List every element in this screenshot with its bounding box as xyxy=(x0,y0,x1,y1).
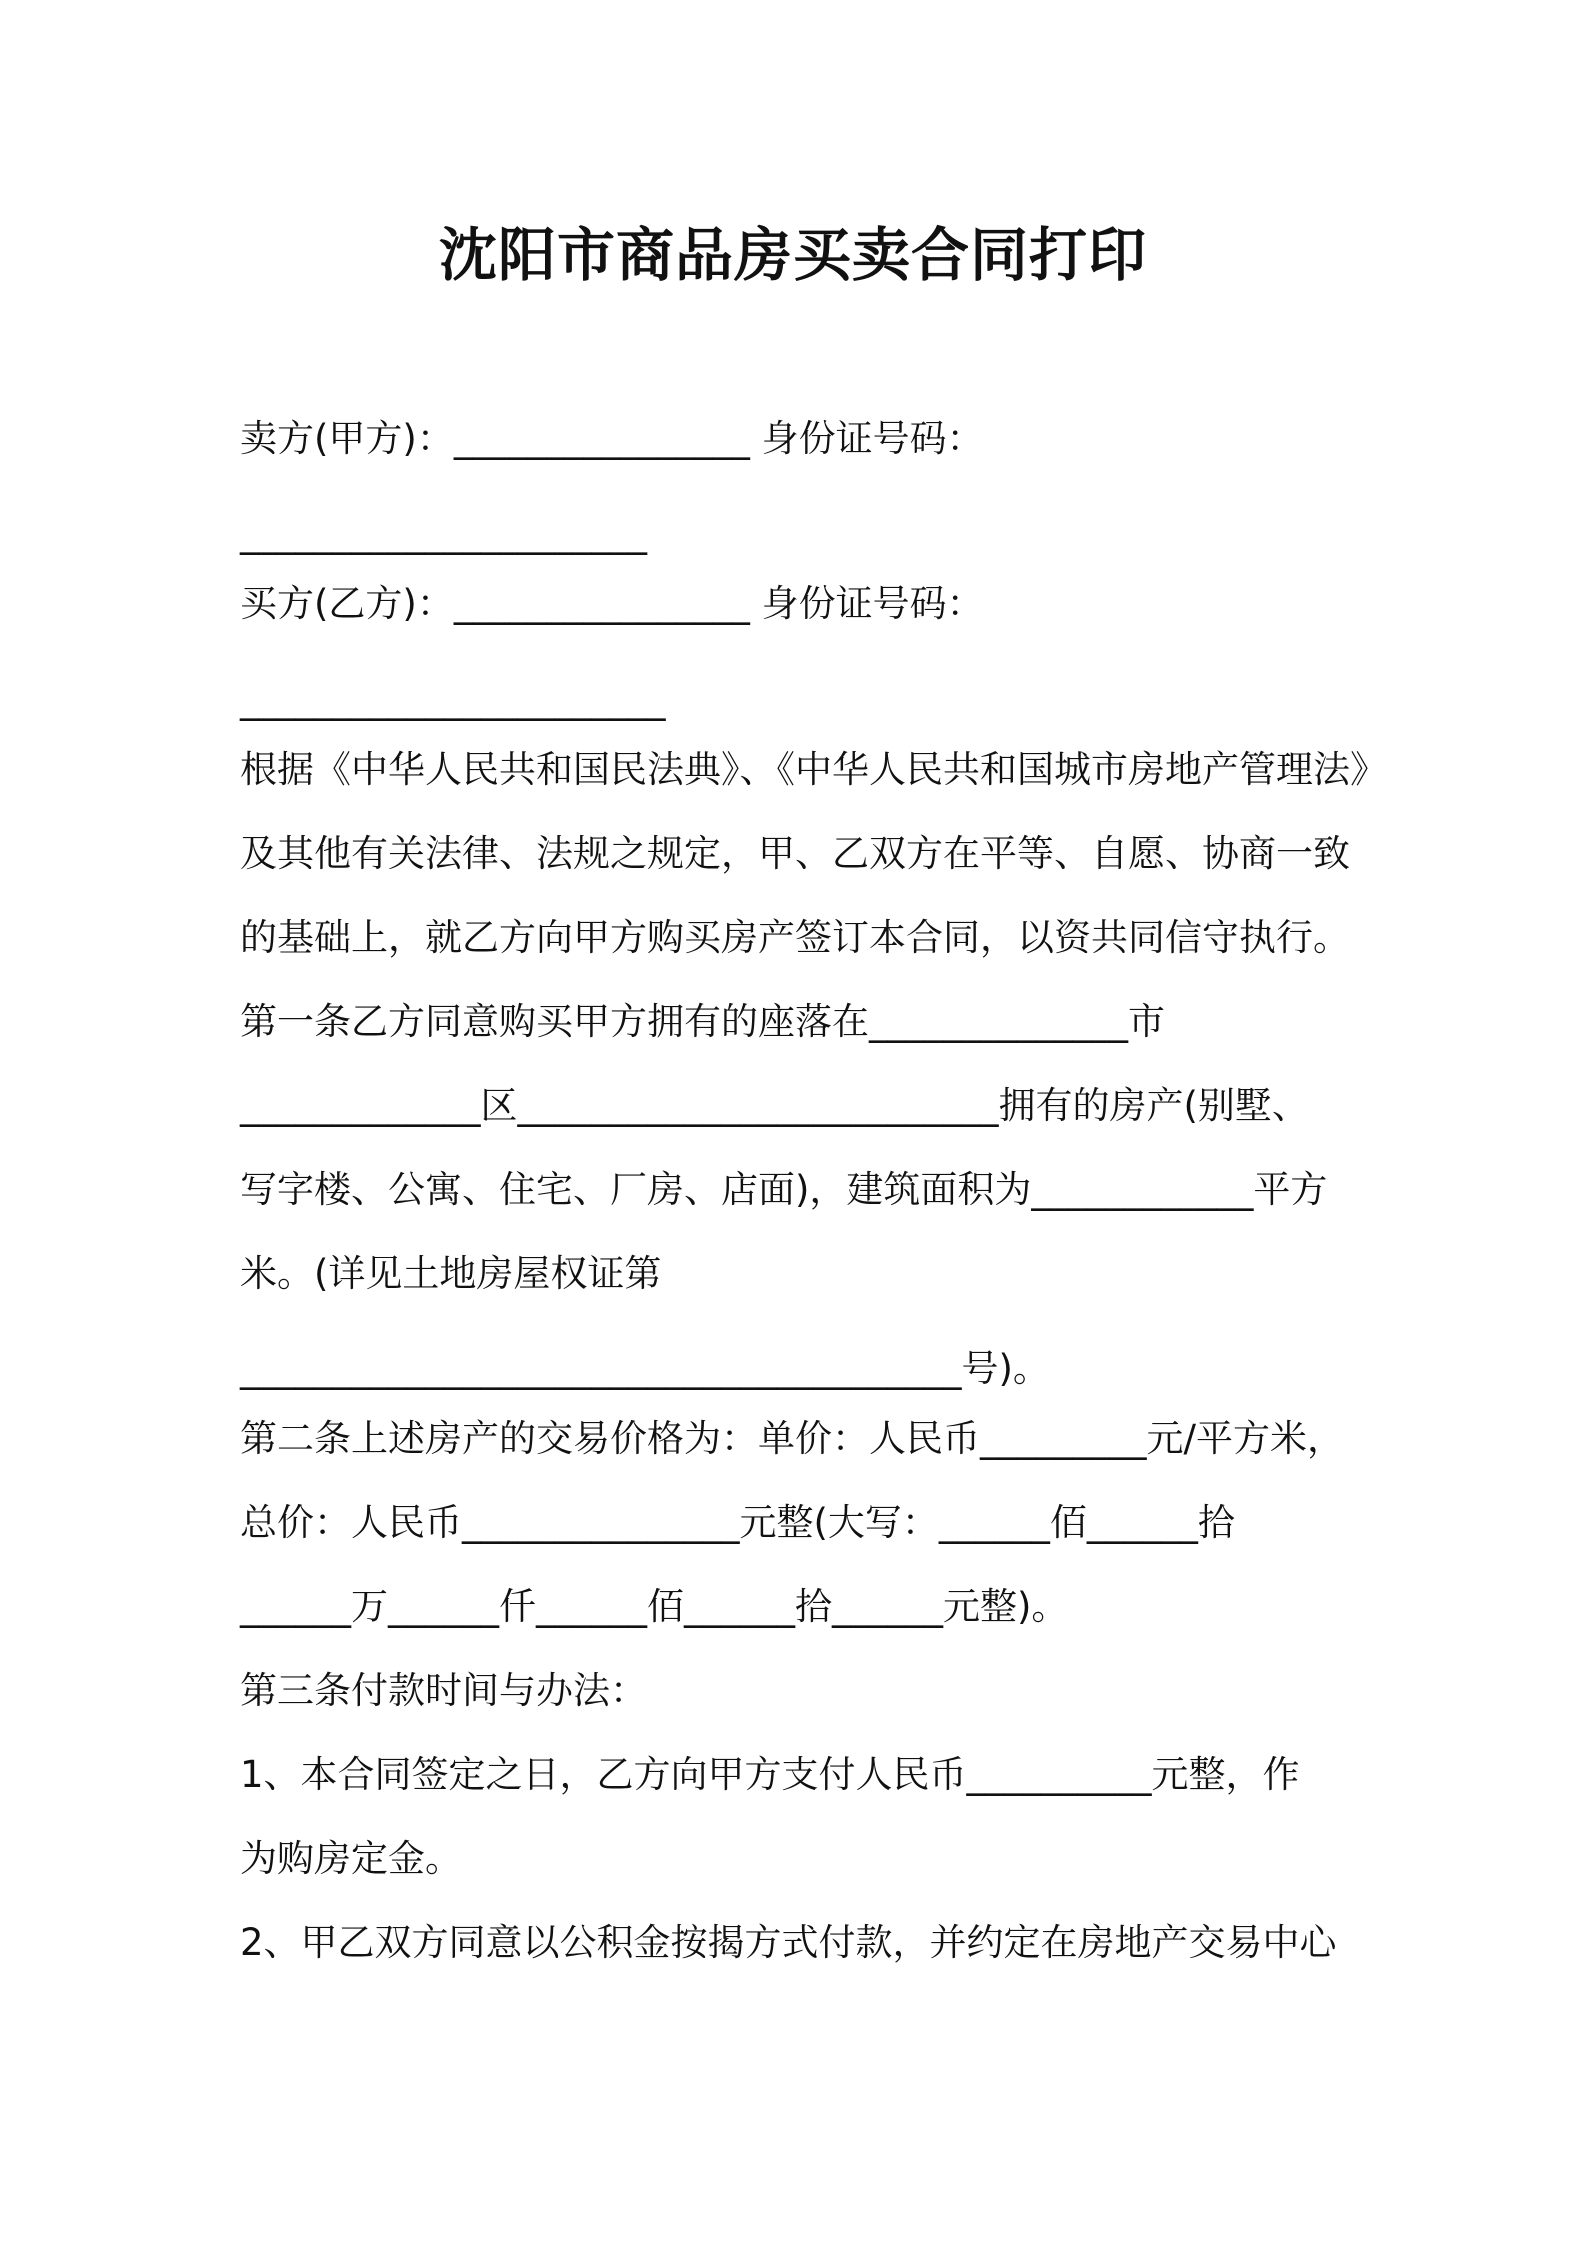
article-3-clause-1-line-2: 为购房定金。 xyxy=(240,1837,462,1880)
seller-line: 卖方(甲方)：________________ 身份证号码： xyxy=(240,417,984,460)
preamble-line-2: 及其他有关法律、法规之规定，甲、乙双方在平等、自愿、协商一致 xyxy=(240,832,1350,875)
article-2-line-2: 总价：人民币_______________元整(大写：______佰______拾 xyxy=(240,1501,1235,1544)
article-1-line-1: 第一条乙方同意购买甲方拥有的座落在______________市 xyxy=(240,1000,1165,1043)
article-3-heading: 第三条付款时间与办法： xyxy=(240,1669,647,1712)
article-2-line-3: ______万______仟______佰______拾______元整)。 xyxy=(240,1585,1069,1628)
article-1-line-3: 写字楼、公寓、住宅、厂房、店面)，建筑面积为____________平方 xyxy=(240,1168,1328,1211)
buyer-id-blank: _______________________ xyxy=(240,678,666,721)
document-title: 沈阳市商品房买卖合同打印 xyxy=(438,221,1147,289)
article-1-line-4: 米。(详见土地房屋权证第 xyxy=(240,1252,662,1295)
article-3-clause-2-line-1: 2、甲乙双方同意以公积金按揭方式付款，并约定在房地产交易中心 xyxy=(240,1921,1337,1964)
buyer-line: 买方(乙方)：________________ 身份证号码： xyxy=(240,582,984,625)
preamble-line-3: 的基础上，就乙方向甲方购买房产签订本合同，以资共同信守执行。 xyxy=(240,916,1350,959)
seller-id-blank: ______________________ xyxy=(240,512,647,555)
article-1-line-5: _______________________________________号)。 xyxy=(240,1347,1050,1390)
article-2-line-1: 第二条上述房产的交易价格为：单价：人民币_________元/平方米， xyxy=(240,1417,1344,1460)
preamble-line-1: 根据《中华人民共和国民法典》、《中华人民共和国城市房地产管理法》 xyxy=(240,748,1387,791)
article-1-line-2: _____________区__________________________拥有的房产(别墅、 xyxy=(240,1084,1309,1127)
article-3-clause-1-line-1: 1、本合同签定之日，乙方向甲方支付人民币__________元整，作 xyxy=(240,1753,1300,1796)
